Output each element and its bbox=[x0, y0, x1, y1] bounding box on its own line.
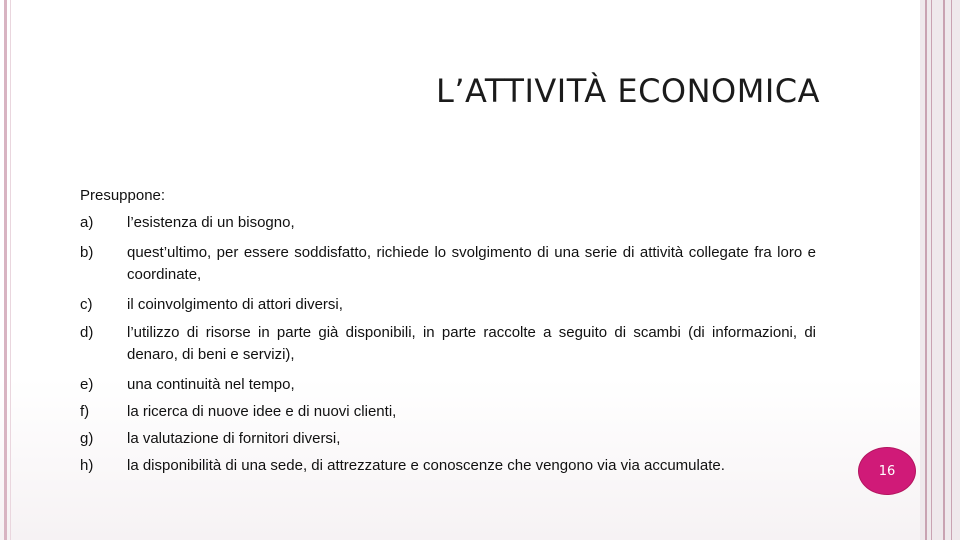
right-border-line bbox=[931, 0, 932, 540]
list-item bbox=[80, 374, 816, 396]
list-item-text: una continuità nel tempo, bbox=[127, 376, 295, 393]
right-border-line bbox=[925, 0, 927, 540]
list-item-text: la valutazione di fornitori diversi, bbox=[127, 430, 341, 447]
list-item-text: l’utilizzo di risorse in parte già disponibili, in parte raccolte a seguito di scambi (di informazioni, di denaro, di beni e servizi), bbox=[127, 324, 816, 363]
list-marker: f) bbox=[80, 403, 90, 420]
list-item-text: il coinvolgimento di attori diversi, bbox=[127, 296, 343, 313]
list-item bbox=[80, 455, 816, 477]
list-marker: h) bbox=[80, 457, 94, 474]
list-item bbox=[80, 294, 816, 316]
slide-title: L’ATTIVITÀ ECONOMICA bbox=[436, 72, 820, 110]
list-item bbox=[80, 212, 816, 234]
list-item bbox=[80, 242, 816, 286]
right-border-line bbox=[943, 0, 945, 540]
list-item bbox=[80, 428, 816, 450]
list-marker: g) bbox=[80, 430, 94, 447]
page-number: 16 bbox=[878, 463, 896, 479]
list-marker: a) bbox=[80, 214, 94, 231]
list-marker: b) bbox=[80, 244, 94, 261]
right-border-line bbox=[951, 0, 952, 540]
list-item-text: l’esistenza di un bisogno, bbox=[127, 214, 295, 231]
list-marker: d) bbox=[80, 324, 94, 341]
list-item bbox=[80, 401, 816, 423]
list-item-text: la ricerca di nuove idee e di nuovi clienti, bbox=[127, 403, 397, 420]
page-number-badge bbox=[859, 448, 915, 494]
list-marker: e) bbox=[80, 376, 94, 393]
list-marker: c) bbox=[80, 296, 93, 313]
list-item bbox=[80, 322, 816, 366]
intro-text: Presuppone: bbox=[80, 187, 166, 204]
list-item-text: la disponibilità di una sede, di attrezzature e conoscenze che vengono via via accumulate. bbox=[127, 457, 725, 474]
list-item-text: quest’ultimo, per essere soddisfatto, richiede lo svolgimento di una serie di attività collegate fra loro e coordinate, bbox=[127, 244, 816, 283]
item-list bbox=[80, 212, 816, 477]
